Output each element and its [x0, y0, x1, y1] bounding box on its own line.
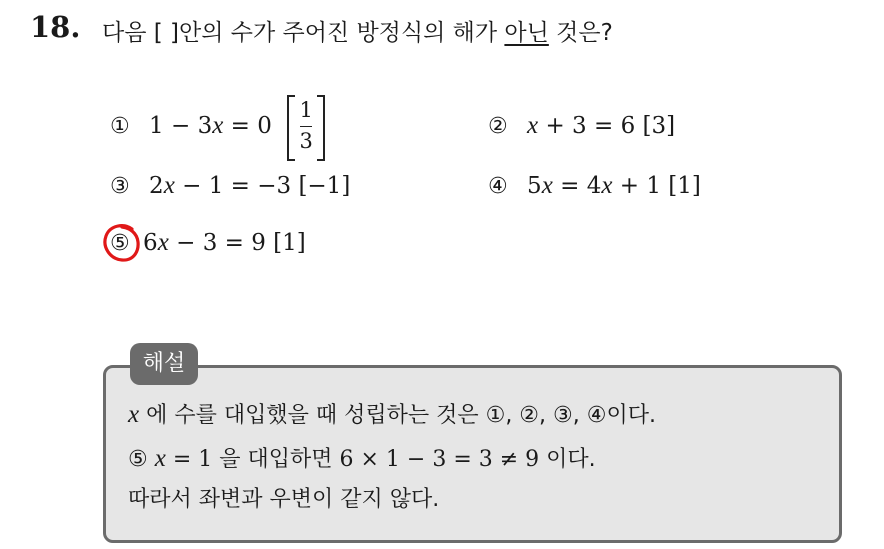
question-underlined-word: 아닌	[504, 20, 549, 46]
option-4-marker: ④	[488, 174, 508, 199]
question-number: 18.	[30, 10, 81, 44]
option-2-bracket: [3]	[642, 113, 676, 139]
question-text-before: 다음 [ ]안의 수가 주어진 방정식의 해가	[102, 20, 505, 46]
option-5-equation: 6x − 3 = 9	[143, 229, 266, 256]
question-text	[102, 14, 613, 47]
option-2-equation: x + 3 = 6	[527, 112, 636, 139]
explanation-tab: 해설	[130, 343, 198, 385]
option-4-bracket: [1]	[668, 173, 701, 199]
option-2-marker: ②	[488, 114, 508, 139]
option-1-marker: ①	[110, 114, 130, 139]
option-1-bracket-fraction	[287, 95, 325, 159]
option-3-marker: ③	[110, 174, 130, 199]
option-2[interactable]	[488, 112, 675, 140]
option-3-bracket: [−1]	[298, 173, 351, 199]
explanation-line-2: ⑤ x = 1 을 대입하면 6 × 1 − 3 = 3 ≠ 9 이다.	[128, 445, 596, 472]
option-4-equation: 5x = 4x + 1	[527, 172, 661, 199]
option-3-equation: 2x − 1 = −3	[149, 172, 292, 199]
option-1[interactable]	[110, 94, 325, 158]
answer-circle-mark	[102, 222, 142, 264]
option-1-fraction-denominator: 3	[299, 129, 313, 153]
explanation-line-3: 따라서 좌변과 우변이 같지 않다.	[128, 487, 440, 512]
option-5-bracket: [1]	[273, 230, 306, 256]
option-3[interactable]	[110, 172, 350, 200]
explanation-line-1: x 에 수를 대입했을 때 성립하는 것은 ①, ②, ③, ④이다.	[128, 401, 656, 428]
option-5-marker: ⑤	[110, 231, 130, 256]
option-4[interactable]	[488, 172, 701, 200]
option-1-fraction-numerator: 1	[299, 98, 313, 122]
question-text-after: 것은?	[548, 20, 613, 46]
option-1-equation: 1 − 3x = 0	[149, 112, 272, 139]
